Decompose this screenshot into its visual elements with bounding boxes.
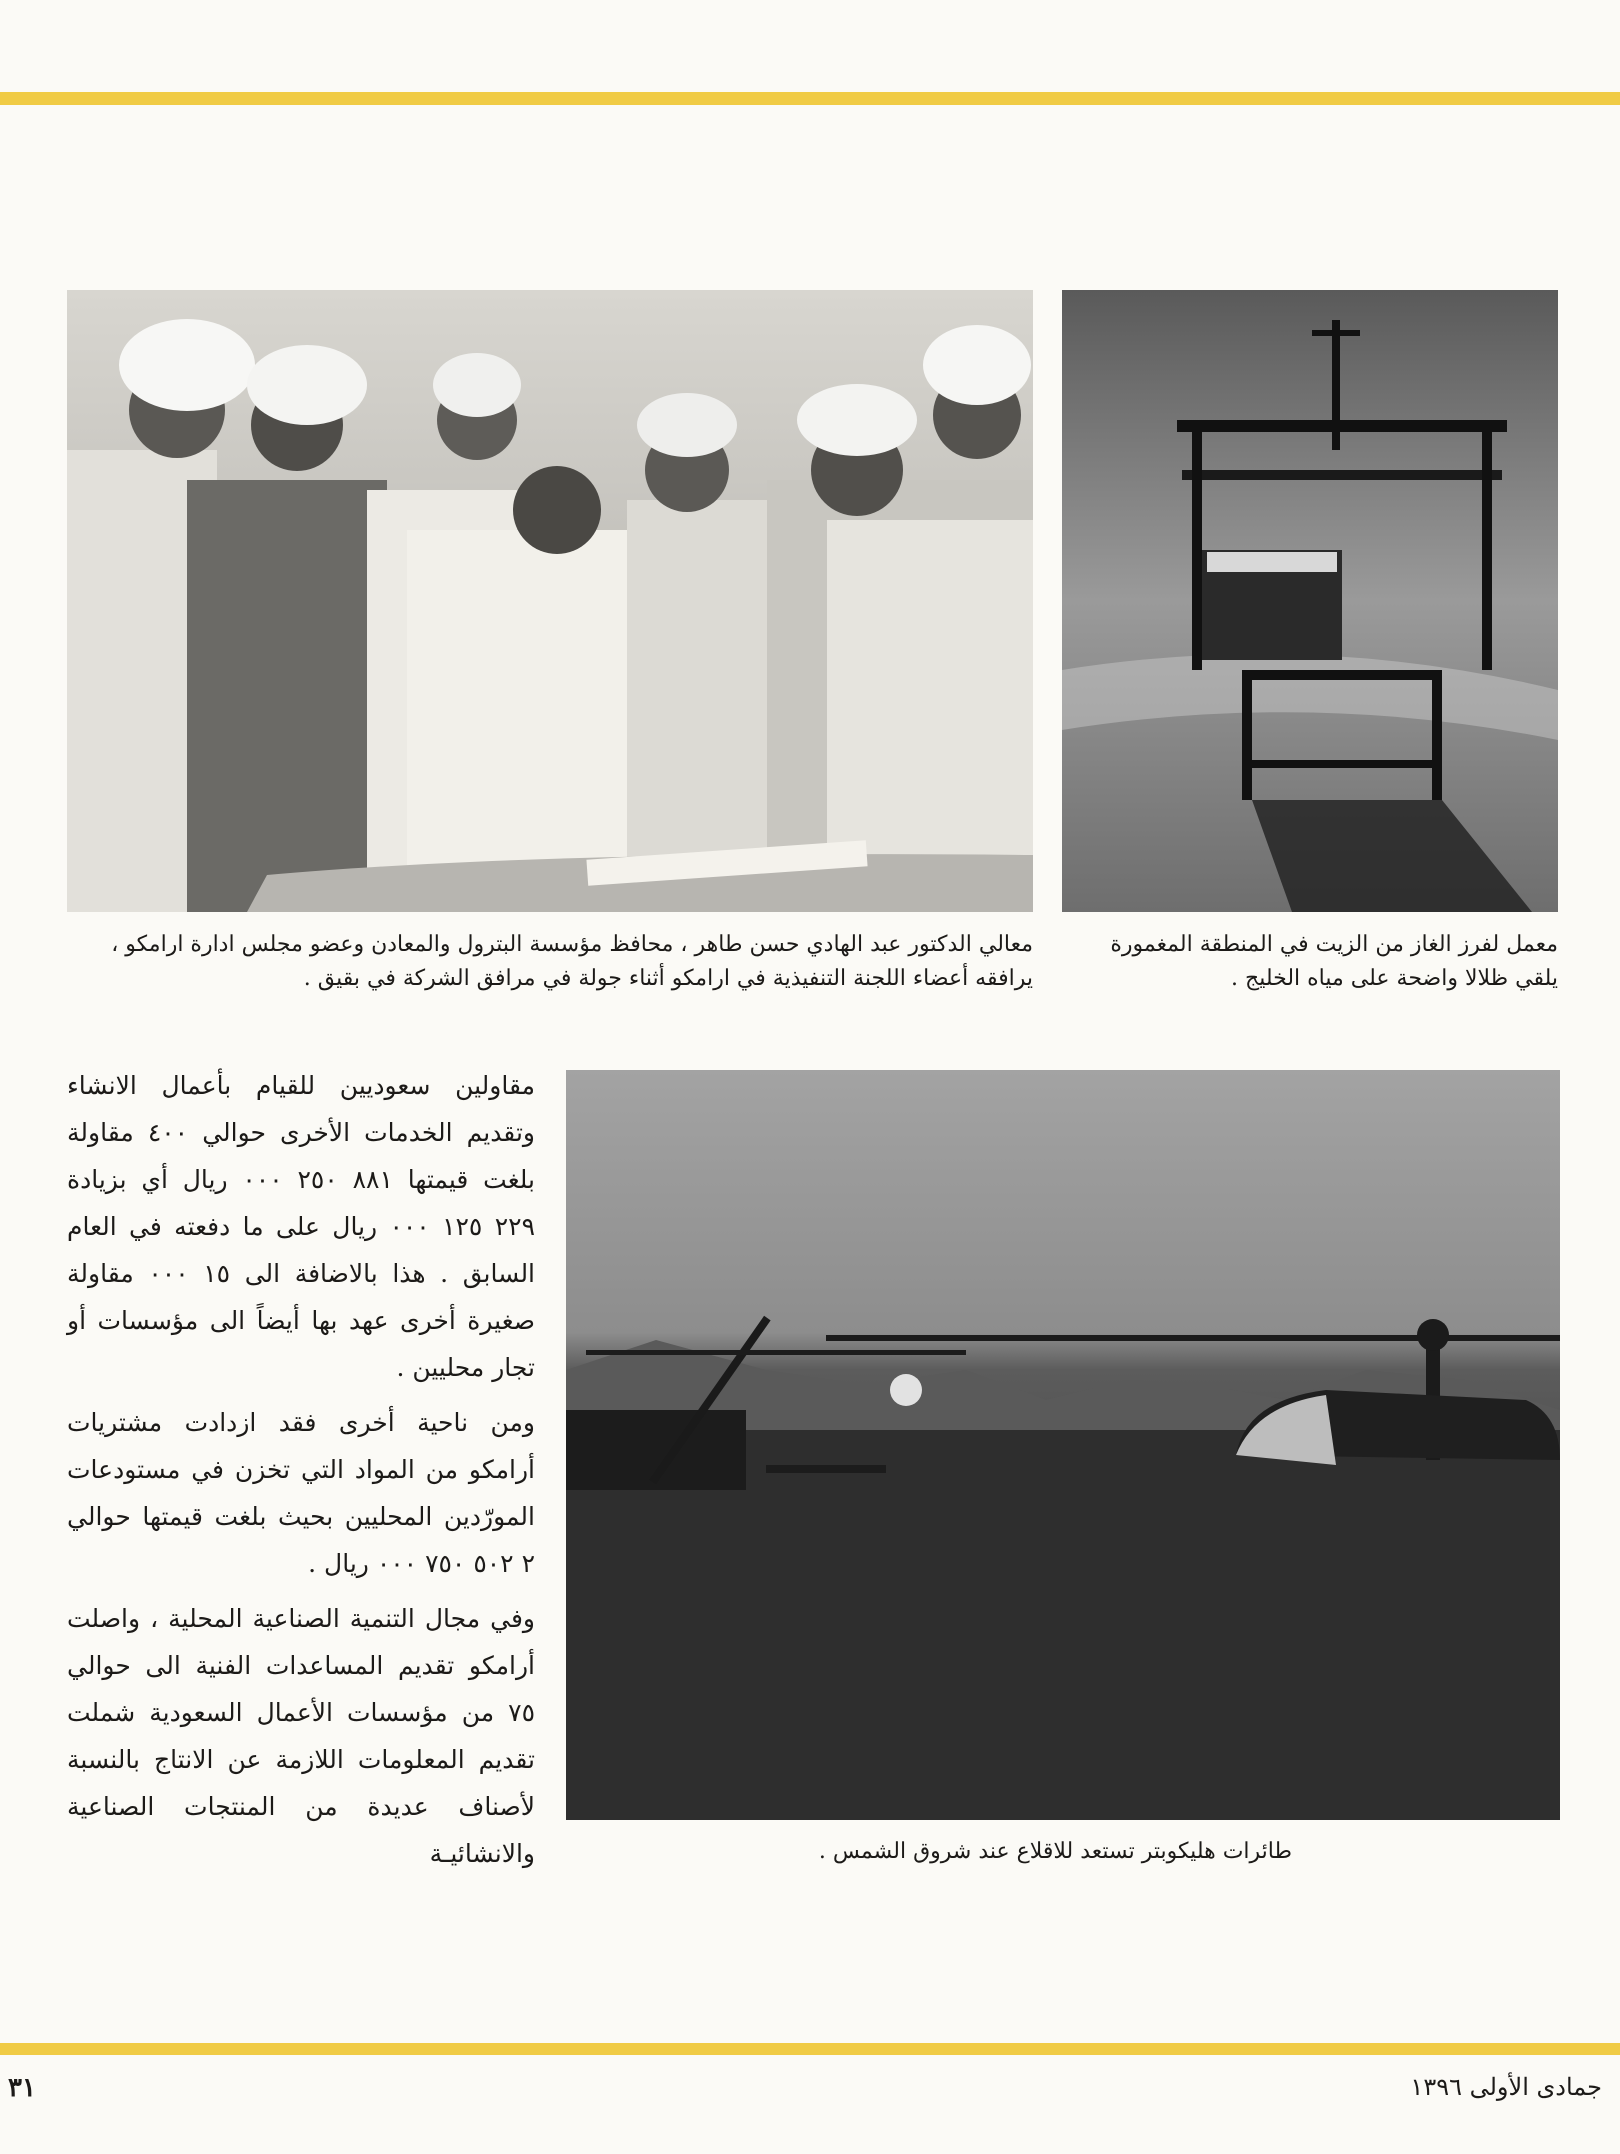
issue-date: جمادى الأولى ١٣٩٦ — [1410, 2073, 1602, 2101]
article-paragraph: وفي مجال التنمية الصناعية المحلية ، واصلت أرامكو تقديم المساعدات الفنية الى حوالي ٧٥ من مؤسسات الأعمال السعودية شملت تقديم المعلومات اللازمة عن الانتاج بالنسبة لأصناف عديدة من المنتجات الصناعية والانشائيـة — [67, 1604, 535, 1868]
page-number: ٣١ — [8, 2073, 36, 2103]
caption-helicopters-sunrise: طائرات هليكوبتر تستعد للاقلاع عند شروق الشمس . — [818, 1839, 1292, 1864]
caption-officials-tour: معالي الدكتور عبد الهادي حسن طاهر ، محافظ مؤسسة البترول والمعادن وعضو مجلس ادارة ارامكو ، يرافقه أعضاء اللجنة التنفيذية في ارامكو أثناء جولة في مرافق الشركة في بقيق . — [111, 932, 1033, 991]
bottom-yellow-rule — [0, 2043, 1620, 2055]
article-paragraph: ومن ناحية أخرى فقد ازدادت مشتريات أرامكو من المواد التي تخزن في مستودعات المورّدين المحليين بحيث بلغت قيمتها حوالي ٢ ٥٠٢ ٧٥٠ ٠٠٠ ريال . — [67, 1408, 535, 1578]
article-text-column — [67, 1062, 535, 1885]
photo-offshore-platform — [1062, 290, 1558, 912]
photo-officials-tour — [67, 290, 1033, 912]
photo-helicopters-sunrise — [566, 1070, 1560, 1820]
top-yellow-rule — [0, 92, 1620, 105]
article-paragraph: مقاولين سعوديين للقيام بأعمال الانشاء وتقديم الخدمات الأخرى حوالي ٤٠٠ مقاولة بلغت قيمتها ٨٨١ ٢٥٠ ٠٠٠ ريال أي بزيادة ٢٢٩ ١٢٥ ٠٠٠ ريال على ما دفعته في العام السابق . هذا بالاضافة الى ١٥ ٠٠٠ مقاولة صغيرة أخرى عهد بها أيضاً الى مؤسسات أو تجار محليين . — [67, 1071, 536, 1382]
caption-offshore-platform: معمل لفرز الغاز من الزيت في المنطقة المغمورة يلقي ظلالا واضحة على مياه الخليج . — [1110, 932, 1558, 991]
